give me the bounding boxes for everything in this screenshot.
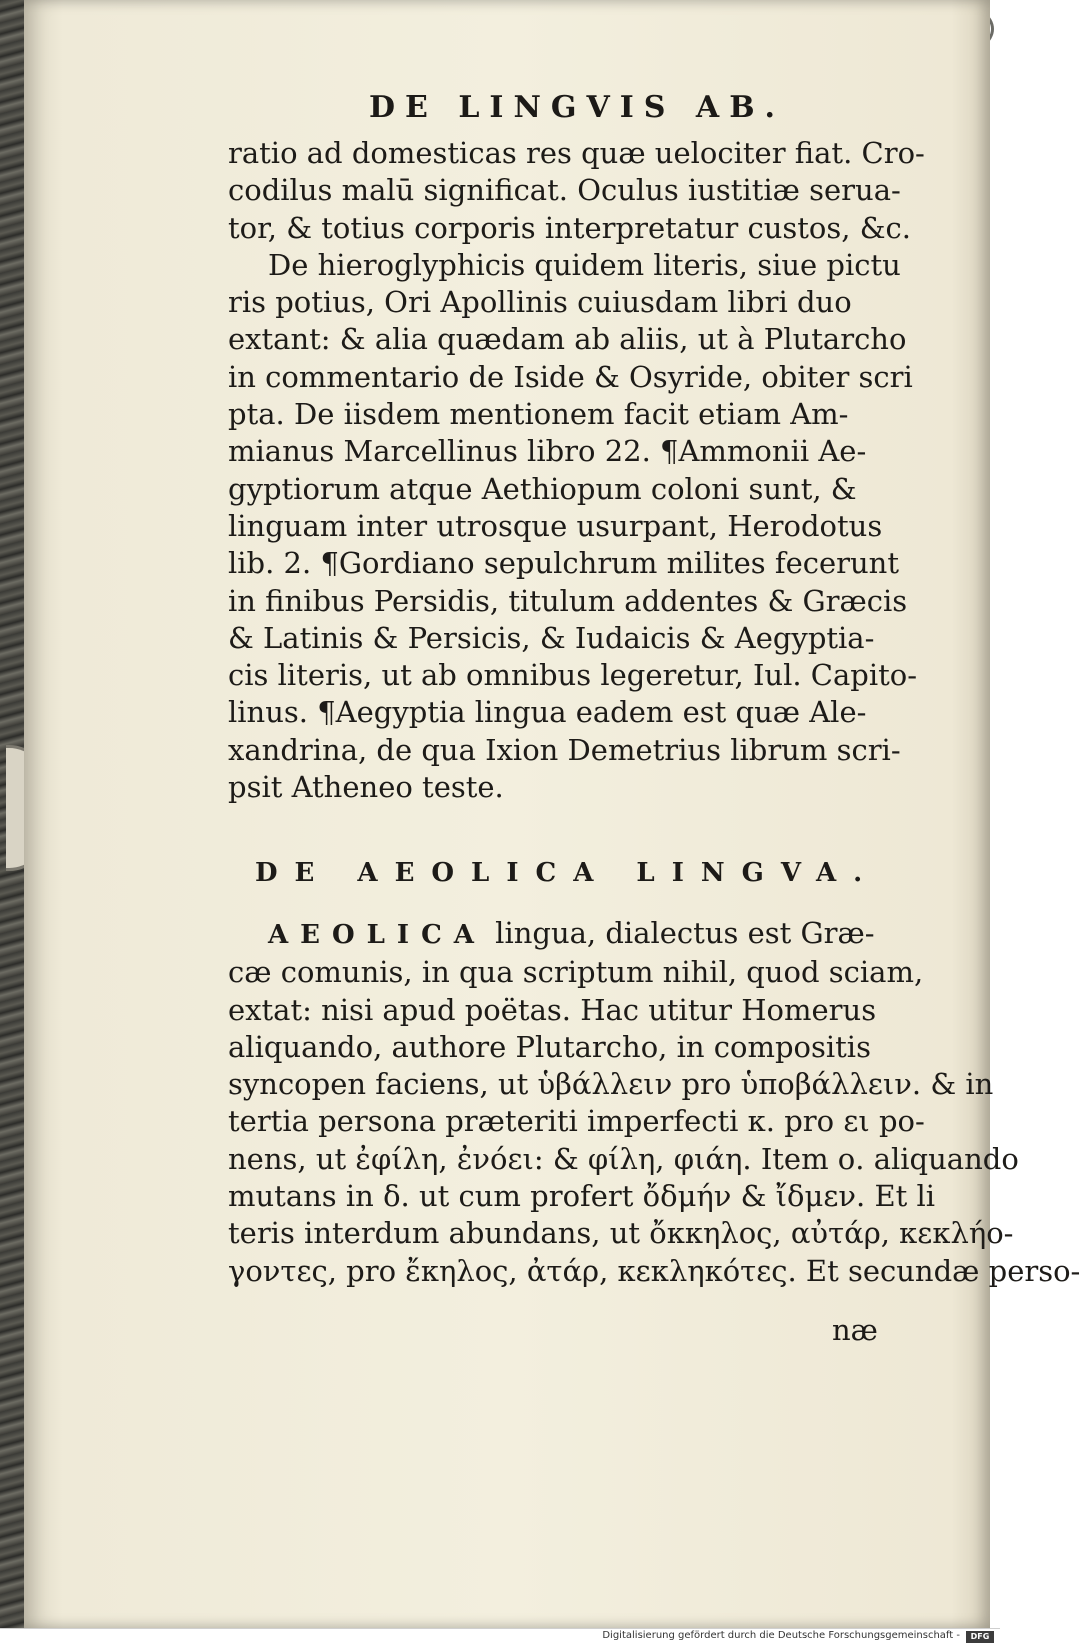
text-line: in finibus Persidis, titulum addentes & Græcis — [228, 583, 908, 618]
text-block-aeolica — [228, 915, 1080, 1290]
text-line: tertia persona præteriti imperfecti κ. pro ει po- — [228, 1104, 925, 1139]
catchword: næ — [832, 1313, 878, 1347]
text-line: gyptiorum atque Aethiopum coloni sunt, & — [228, 471, 857, 506]
text-line: γοντες, pro ἔκηλος, ἀτάρ, κεκληκότες. Et secundæ perso- — [228, 1253, 1080, 1288]
text-line: mutans in δ. ut cum profert ὄδμήν & ἴδμεν. Et li — [228, 1179, 936, 1214]
text-line: aliquando, authore Plutarcho, in compositis — [228, 1029, 871, 1064]
section-heading: DE AEOLICA LINGVA. — [255, 858, 880, 888]
text-line: linus. ¶Aegyptia lingua eadem est quæ Ale- — [228, 695, 867, 730]
text-line: & Latinis & Persicis, & Iudaicis & Aegyptia- — [228, 620, 875, 655]
text-line: ris potius, Ori Apollinis cuiusdam libri duo — [228, 285, 852, 320]
footer-bar — [0, 1628, 1000, 1646]
text-block-hieroglyphics — [228, 135, 925, 806]
text-line: extant: & alia quædam ab aliis, ut à Plutarcho — [228, 322, 907, 357]
text-line: cæ comunis, in qua scriptum nihil, quod sciam, — [228, 955, 924, 990]
text-line: mianus Marcellinus libro 22. ¶Ammonii Ae- — [228, 434, 867, 469]
text-line: linguam inter utrosque usurpant, Herodotus — [228, 508, 883, 543]
text-line: pta. De iisdem mentionem facit etiam Am- — [228, 397, 849, 432]
text-line-first — [228, 915, 908, 954]
text-line: lib. 2. ¶Gordiano sepulchrum milites fecerunt — [228, 546, 900, 581]
text-line: psit Atheneo teste. — [228, 770, 504, 805]
first-line-rest: lingua, dialectus est Græ- — [485, 916, 875, 950]
text-line: codilus malū significat. Oculus iustitiæ serua- — [228, 173, 901, 208]
text-line: De hieroglyphicis quidem literis, siue pictu — [268, 247, 901, 282]
text-line: ratio ad domesticas res quæ uelociter fiat. Cro- — [228, 136, 925, 170]
text-line: syncopen faciens, ut ὑβάλλειν pro ὑποβάλλειν. & in — [228, 1067, 994, 1102]
text-line: nens, ut ἐφίλη, ἐνόει: & φίλη, φιάη. Item ο. aliquando — [228, 1141, 1019, 1176]
text-line: xandrina, de qua Ixion Demetrius librum scri- — [228, 732, 901, 767]
dfg-logo-icon: DFG — [966, 1631, 994, 1643]
text-line: teris interdum abundans, ut ὄκκηλος, αὐτάρ, κεκλήο- — [228, 1216, 1014, 1251]
running-head: DE LINGVIS AB. — [369, 90, 785, 125]
funding-credit: Digitalisierung gefördert durch die Deutsche Forschungsgemeinschaft - — [602, 1630, 960, 1641]
text-line: extat: nisi apud poëtas. Hac utitur Homerus — [228, 992, 877, 1027]
lead-capitals: AEOLICA — [268, 920, 486, 950]
text-line: tor, & totius corporis interpretatur custos, &c. — [228, 210, 911, 245]
text-line: in commentario de Iside & Osyride, obiter scri — [228, 359, 913, 394]
text-line: cis literis, ut ab omnibus legeretur, Iul. Capito- — [228, 658, 918, 693]
